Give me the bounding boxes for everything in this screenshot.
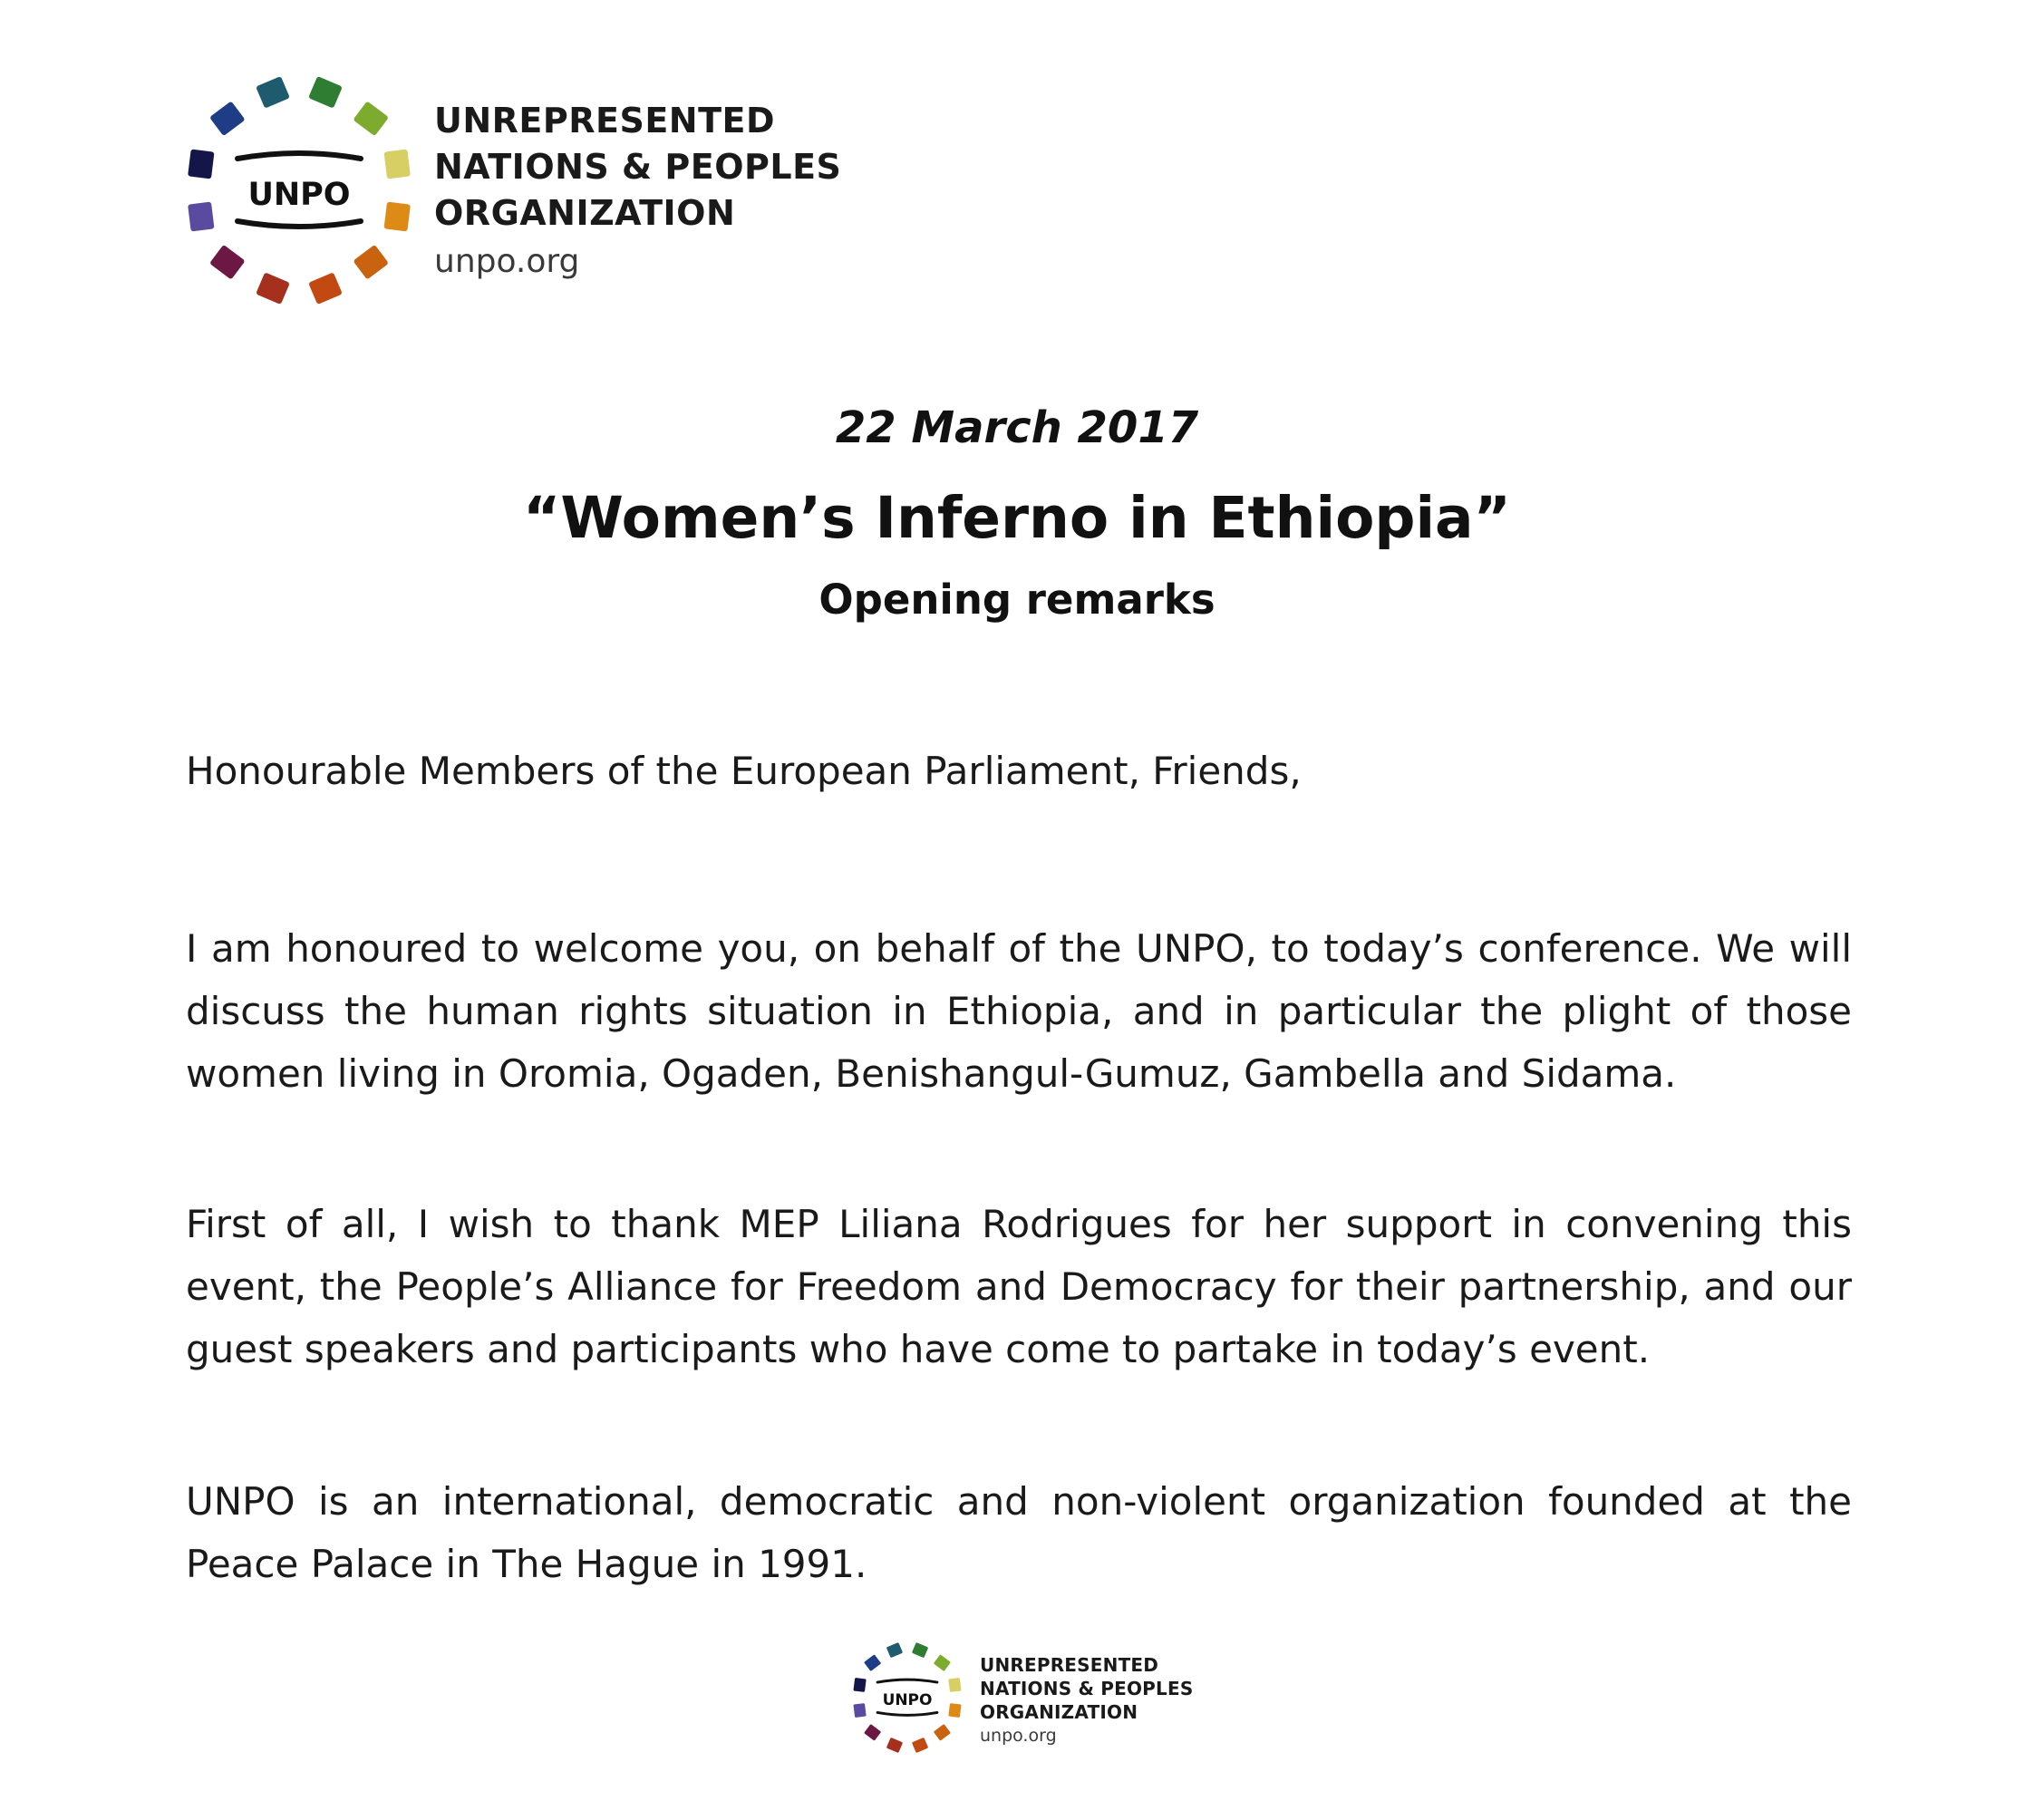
salutation: Honourable Members of the European Parliament, Friends, [186,749,1302,793]
event-date: 22 March 2017 [835,402,1199,453]
unpo-emblem-icon [181,73,417,308]
emblem-segment [934,1724,951,1741]
org-name-line-3: ORGANIZATION [980,1701,1138,1723]
emblem-segment [886,1738,903,1753]
event-subtitle: Opening remarks [818,576,1216,624]
emblem-segment [209,101,246,136]
emblem-segment [188,150,214,179]
org-name-line-1: UNREPRESENTED [434,101,775,140]
emblem-segment [353,245,389,280]
org-name-line-1: UNREPRESENTED [980,1654,1159,1676]
emblem-segment [864,1654,881,1671]
emblem-segment [308,76,343,109]
emblem-segment [934,1654,951,1671]
emblem-segment [209,245,246,280]
header-logo [181,73,870,317]
emblem-segment [256,272,290,305]
org-name-line-2: NATIONS & PEOPLES [434,147,842,187]
emblem-segment [886,1642,903,1658]
emblem-segment [353,101,389,136]
emblem-segment [948,1703,961,1718]
emblem-text: UNPO [882,1689,933,1709]
emblem-segment [383,202,410,232]
paragraph-about-unpo: UNPO is an international, democratic and non-violent organization founded at the Peace Palace in The Hague in 1991. [186,1479,1852,1586]
footer-logo [850,1641,1231,1758]
emblem-segment [912,1642,928,1658]
emblem-segment [188,202,214,232]
paragraph-thanks: First of all, I wish to thank MEP Liliana Rodrigues for her support in convening this event, the People’s Alliance for Freedom and Democracy for their partnership, and our guest speakers and participants who have come to partake in today’s event. [186,1202,1852,1371]
emblem-text: UNPO [247,177,351,213]
emblem-segment [853,1703,866,1718]
emblem-segment [853,1678,866,1692]
org-url: unpo.org [980,1726,1057,1746]
paragraph-welcome: I am honoured to welcome you, on behalf of the UNPO, to today’s conference. We will discuss the human rights situation in Ethiopia, and in particular the plight of those women living in Oromia, Ogaden, Benishangul-Gumuz, Gambella and Sidama. [186,926,1852,1096]
org-name-line-2: NATIONS & PEOPLES [980,1678,1194,1699]
emblem-segment [912,1738,928,1753]
emblem-segment [383,150,410,179]
emblem-segment [308,272,343,305]
unpo-emblem-icon [850,1641,964,1755]
org-url: unpo.org [434,243,580,280]
org-name-line-3: ORGANIZATION [434,193,736,233]
emblem-segment [256,76,290,109]
emblem-segment [864,1724,881,1741]
title-block [0,399,2034,629]
event-title: “Women’s Inferno in Ethiopia” [523,485,1511,551]
emblem-segment [948,1678,961,1692]
